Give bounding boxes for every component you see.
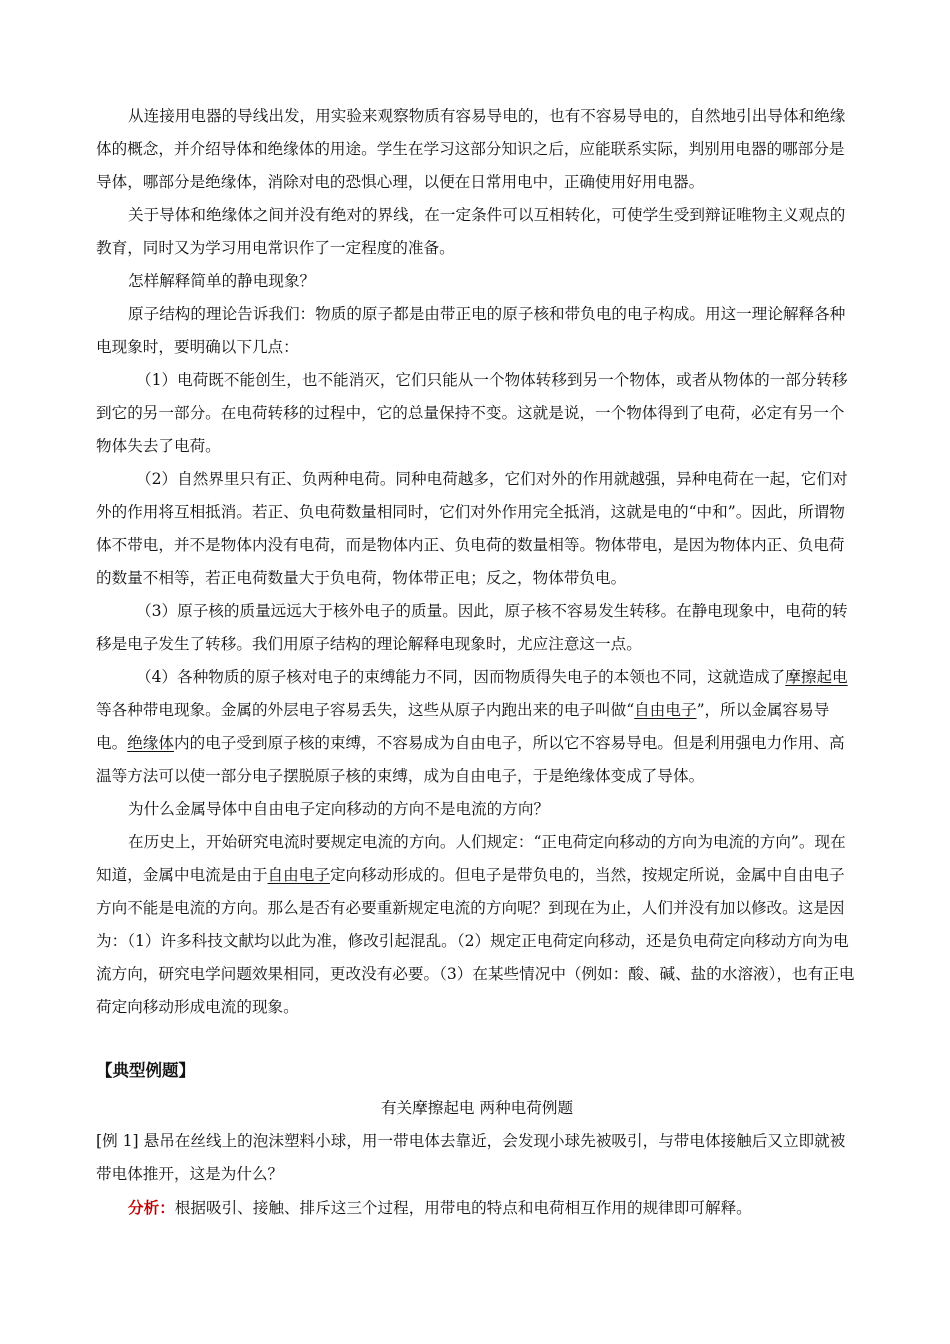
example-1-analysis: [96, 1191, 858, 1225]
paragraph-current-history: [96, 826, 858, 1024]
text-segment: 定向移动形成的。但电子是带负电的，当然，按规定所说，金属中自由电子方向不能是电流的方向。那么是否有必要重新规定电流的方向呢？到现在为止，人们并没有加以修改。这是因为：（1）许多科技文献均以此为准，修改引起混乱。（2）规定正电荷定向移动，还是负电荷定向移动方向为电流方向，研究电学问题效果相同，更改没有必要。（3）在某些情况中（例如：酸、碱、盐的水溶液），也有正电荷定向移动形成电流的现象。: [96, 866, 855, 1016]
examples-subtitle: 有关摩擦起电 两种电荷例题: [380, 1099, 574, 1117]
document-page: [96, 100, 858, 1225]
text-segment: 等各种带电现象。金属的外层电子容易丢失，这些从原子内跑出来的电子叫做“: [96, 701, 635, 719]
link-insulator[interactable]: 绝缘体: [127, 734, 174, 752]
question-static-electricity: 怎样解释简单的静电现象？: [128, 272, 316, 290]
paragraph-atomic-theory: 原子结构的理论告诉我们：物质的原子都是由带正电的原子核和带负电的电子构成。用这一理论解释各种电现象时，要明确以下几点：: [96, 305, 846, 356]
list-item-3: （3）原子核的质量远远大于核外电子的质量。因此，原子核不容易发生转移。在静电现象中，电荷的转移是电子发生了转移。我们用原子结构的理论解释电现象时，尤应注意这一点。: [96, 602, 848, 653]
link-free-electron[interactable]: 自由电子: [634, 701, 697, 719]
link-free-electron-2[interactable]: 自由电子: [267, 866, 330, 884]
list-item-1: （1）电荷既不能创生，也不能消灭，它们只能从一个物体转移到另一个物体，或者从物体的一部分转移到它的另一部分。在电荷转移的过程中，它的总量保持不变。这就是说，一个物体得到了电荷，必定有另一个物体失去了电荷。: [96, 371, 848, 455]
question-current-direction: 为什么金属导体中自由电子定向移动的方向不是电流的方向？: [128, 800, 550, 818]
text-segment: 在历史上，开始研究电流时要规定电流的方向。人们规定：“正电荷定向移动的方向为电流的方向”。现在知道，金属中电流是由于: [96, 833, 846, 884]
list-item-4: [96, 661, 858, 793]
list-item-2: （2）自然界里只有正、负两种电荷。同种电荷越多，它们对外的作用就越强，异种电荷在一起，它们对外的作用将互相抵消。若正、负电荷数量相同时，它们对外作用完全抵消，这就是电的“中和”。因此，所谓物体不带电，并不是物体内没有电荷，而是物体内正、负电荷的数量相等。物体带电，是因为物体内正、负电荷的数量不相等，若正电荷数量大于负电荷，物体带正电；反之，物体带负电。: [96, 470, 848, 587]
analysis-text: 根据吸引、接触、排斥这三个过程，用带电的特点和电荷相互作用的规律即可解释。: [174, 1199, 752, 1217]
paragraph-intro: 从连接用电器的导线出发，用实验来观察物质有容易导电的，也有不容易导电的，自然地引出导体和绝缘体的概念，并介绍导体和绝缘体的用途。学生在学习这部分知识之后，应能联系实际，判别用电器的哪部分是导体，哪部分是绝缘体，消除对电的恐惧心理，以便在日常用电中，正确使用好用电器。: [96, 107, 846, 191]
paragraph-dialectic: 关于导体和绝缘体之间并没有绝对的界线，在一定条件可以互相转化，可使学生受到辩证唯物主义观点的教育，同时又为学习用电常识作了一定程度的准备。: [96, 206, 846, 257]
text-segment: （4）各种物质的原子核对电子的束缚能力不同，因而物质得失电子的本领也不同，这就造成了: [136, 668, 786, 686]
section-heading-examples: 【典型例题】: [96, 1061, 195, 1080]
analysis-label: 分析：: [128, 1198, 175, 1217]
text-segment: 内的电子受到原子核的束缚，不容易成为自由电子，所以它不容易导电。但是利用强电力作用、高温等方法可以使一部分电子摆脱原子核的束缚，成为自由电子，于是绝缘体变成了导体。: [96, 734, 845, 785]
text-segment: ”，所以金属容易导电。: [96, 701, 830, 752]
example-1-question: [例 1] 悬吊在丝线上的泡沫塑料小球，用一带电体去靠近，会发现小球先被吸引，与带电体接触后又立即就被带电体推开，这是为什么？: [96, 1132, 846, 1183]
link-friction-electrification[interactable]: 摩擦起电: [785, 668, 848, 686]
